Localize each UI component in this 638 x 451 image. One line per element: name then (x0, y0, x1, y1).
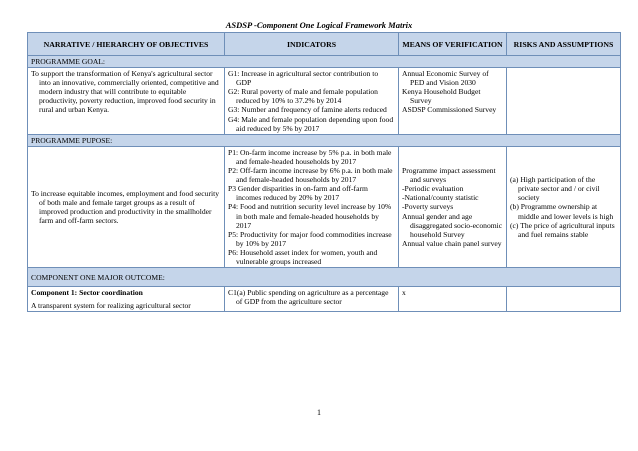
purpose-indicator-6: P6: Household asset index for women, youth and vulnerable groups increased (228, 247, 378, 266)
purpose-verification-2: -Periodic evaluation (402, 184, 464, 194)
purpose-indicator-4: P4: Food and nutrition security level increase by 10% in both male and female-headed households by 2017 (228, 202, 392, 230)
goal-indicator-4: G4: Male and female population depending upon food aid reduced by 5% by 2017 (228, 114, 394, 133)
outcome-narrative: A transparent system for realizing agricultural sector (31, 301, 191, 311)
header-indicators: INDICATORS (225, 33, 399, 56)
goal-narrative-cell (28, 68, 225, 135)
goal-verification-3: ASDSP Commissioned Survey (402, 105, 497, 115)
goal-verification-1: Annual Economic Survey of PED and Vision 2030 (402, 69, 489, 88)
outcome-verification-cell (399, 287, 507, 312)
goal-indicators-cell (225, 68, 399, 135)
purpose-risks-cell (507, 146, 621, 267)
purpose-indicators-cell (225, 146, 399, 267)
header-risks: RISKS AND ASSUMPTIONS (507, 33, 621, 56)
purpose-narrative: To increase equitable incomes, employment and food security of both male and female target groups as a result of improved production and productivity in the smallholder farm and off-farm sectors. (31, 188, 219, 226)
header-row (28, 33, 621, 56)
outcome-verification: x (402, 288, 406, 298)
goal-indicator-3: G3: Number and frequency of famine alerts reduced (228, 105, 387, 115)
purpose-narrative-cell (28, 146, 225, 267)
purpose-indicator-1: P1: On-farm income increase by 5% p.a. in both male and female-headed households by 2017 (228, 147, 392, 166)
purpose-verification-4: -Poverty surveys (402, 202, 454, 212)
header-verification: MEANS OF VERIFICATION (399, 33, 507, 56)
goal-indicator-2: G2: Rural poverty of male and female population reduced by 10% to 37.2% by 2014 (228, 87, 378, 106)
goal-indicator-1: G1: Increase in agricultural sector contribution to GDP (228, 69, 379, 88)
component-title: Component 1: Sector coordination (31, 288, 143, 298)
document-title: ASDSP -Component One Logical Framework Matrix (225, 20, 413, 30)
section-label-goal: PROGRAMME GOAL: (28, 56, 621, 68)
section-row-outcome (28, 268, 621, 287)
goal-verification-2: Kenya Household Budget Survey (402, 87, 481, 106)
purpose-risk-c: (c) The price of agricultural inputs and fuel remains stable (510, 220, 615, 239)
purpose-verification-5: Annual gender and age disaggregated socio-economic household Survey (402, 211, 503, 239)
purpose-verification-1: Programme impact assessment and surveys (402, 166, 496, 185)
goal-risks-cell (507, 68, 621, 135)
page-number: 1 (317, 408, 321, 417)
goal-row (28, 68, 621, 135)
purpose-indicator-3: P3 Gender disparities in on-farm and off-farm incomes reduced by 20% by 2017 (228, 184, 368, 203)
purpose-verification-cell (399, 146, 507, 267)
logframe-table (27, 32, 621, 312)
goal-verification-cell (399, 68, 507, 135)
purpose-indicator-2: P2: Off-farm income increase by 6% p.a. in both male and female-headed households by 2017 (228, 166, 393, 185)
goal-narrative: To support the transformation of Kenya's agricultural sector into an innovative, commercially oriented, competitive and modern industry that will contribute to equitable productivity, poverty reduction, improved food security in rural and urban Kenya. (31, 69, 219, 115)
outcome-row (28, 287, 621, 312)
outcome-narrative-cell (28, 287, 225, 312)
section-label-outcome: COMPONENT ONE MAJOR OUTCOME: (28, 268, 621, 287)
purpose-verification-6: Annual value chain panel survey (402, 238, 502, 248)
outcome-indicator-cell (225, 287, 399, 312)
section-row-goal (28, 56, 621, 68)
outcome-indicator: C1(a) Public spending on agriculture as a percentage of GDP from the agriculture sector (228, 288, 389, 307)
purpose-row (28, 146, 621, 267)
purpose-risk-b: (b) Programme ownership at middle and lower levels is high (510, 202, 614, 221)
outcome-risks-cell (507, 287, 621, 312)
purpose-risk-a: (a) High participation of the private sector and / or civil society (510, 175, 600, 203)
purpose-indicator-5: P5: Productivity for major food commodities increase by 10% by 2017 (228, 229, 392, 248)
section-label-purpose: PROGRAMME PUPOSE: (28, 134, 621, 146)
purpose-verification-3: -National/county statistic (402, 193, 479, 203)
section-row-purpose (28, 134, 621, 146)
header-narrative: NARRATIVE / HIERARCHY OF OBJECTIVES (28, 33, 225, 56)
